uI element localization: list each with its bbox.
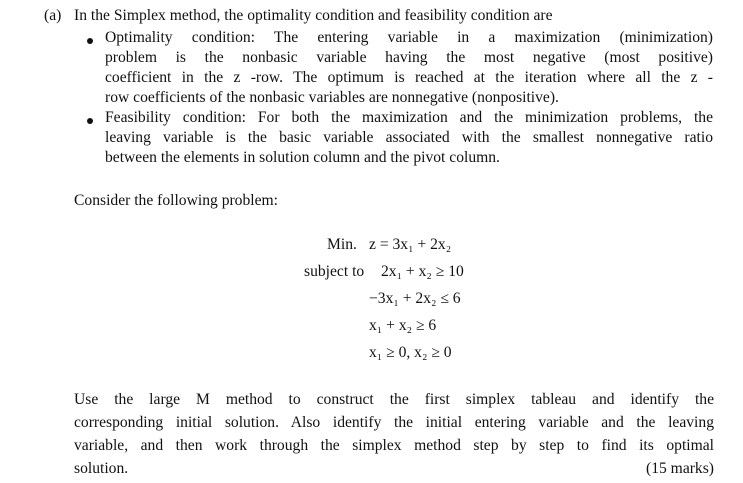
constraint-2: −3x₁ + 2x₂ ≤ 6 [369, 290, 461, 307]
optimality-line-2: problem is the nonbasic variable having the most negative (most positive) [105, 49, 713, 66]
objective-function: z = 3x₁ + 2x₂ [369, 236, 452, 253]
optimality-line-4: row coefficients of the nonbasic variables are nonnegative (nonpositive). [105, 89, 559, 106]
objective-label: Min. [327, 236, 357, 253]
consider-text: Consider the following problem: [74, 192, 278, 209]
constraint-3: x₁ + x₂ ≥ 6 [369, 317, 437, 334]
optimality-line-1: Optimality condition: The entering variable in a maximization (minimization) [105, 29, 713, 46]
bullet-icon [87, 118, 93, 124]
intro-text: In the Simplex method, the optimality condition and feasibility condition are [74, 7, 553, 24]
part-label: (a) [44, 7, 62, 24]
constraint-1: 2x₁ + x₂ ≥ 10 [381, 263, 464, 280]
feasibility-line-1: Feasibility condition: For both the maximization and the minimization problems, the [105, 109, 713, 126]
feasibility-line-3: between the elements in solution column and the pivot column. [105, 149, 500, 166]
task-line-3: variable, and then work through the simplex method step by step to find its optimal [74, 437, 714, 454]
subject-to-label: subject to [304, 263, 365, 280]
task-line-2: corresponding initial solution. Also identify the initial entering variable and the leaving [74, 414, 714, 431]
task-line-1: Use the large M method to construct the first simplex tableau and identify the [74, 391, 714, 408]
marks-label: (15 marks) [646, 460, 714, 477]
optimality-line-3: coefficient in the z -row. The optimum is reached at the iteration where all the z - [105, 69, 713, 86]
nonnegativity-constraint: x₁ ≥ 0, x₂ ≥ 0 [369, 344, 452, 361]
bullet-icon [87, 38, 93, 44]
feasibility-line-2: leaving variable is the basic variable associated with the smallest nonnegative ratio [105, 129, 713, 146]
task-line-4: solution. [74, 460, 129, 477]
